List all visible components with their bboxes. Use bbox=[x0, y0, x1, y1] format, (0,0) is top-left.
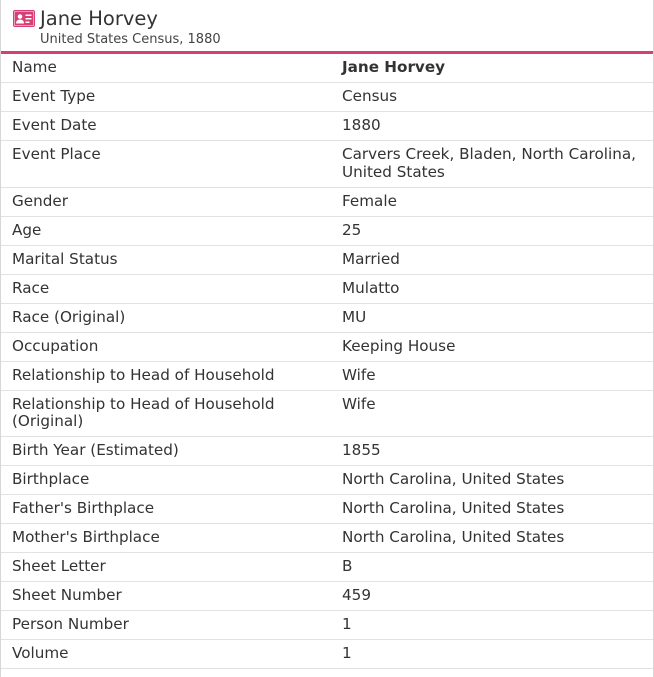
table-row bbox=[1, 274, 653, 303]
field-label: Race bbox=[1, 274, 327, 303]
person-card-icon bbox=[13, 10, 35, 27]
field-value: Keeping House bbox=[327, 332, 653, 361]
table-row bbox=[1, 437, 653, 466]
field-value: 1880 bbox=[327, 112, 653, 141]
table-row bbox=[1, 216, 653, 245]
field-value: North Carolina, United States bbox=[327, 524, 653, 553]
table-row bbox=[1, 495, 653, 524]
field-label: Occupation bbox=[1, 332, 327, 361]
field-label: Event Place bbox=[1, 141, 327, 188]
table-row bbox=[1, 332, 653, 361]
table-row bbox=[1, 582, 653, 611]
field-label: Event Date bbox=[1, 112, 327, 141]
table-row bbox=[1, 54, 653, 83]
field-value: Census bbox=[327, 83, 653, 112]
table-row bbox=[1, 112, 653, 141]
record-collection: United States Census, 1880 bbox=[40, 32, 221, 47]
field-value: 1 bbox=[327, 611, 653, 640]
field-label: Age bbox=[1, 216, 327, 245]
field-label: Race (Original) bbox=[1, 303, 327, 332]
field-value: 25 bbox=[327, 216, 653, 245]
record-details-table bbox=[1, 54, 653, 669]
field-value: MU bbox=[327, 303, 653, 332]
field-value: 1 bbox=[327, 640, 653, 669]
record-title: Jane Horvey bbox=[40, 7, 158, 30]
field-label: Name bbox=[1, 54, 327, 83]
table-row bbox=[1, 553, 653, 582]
table-row bbox=[1, 524, 653, 553]
table-row bbox=[1, 640, 653, 669]
field-value: Jane Horvey bbox=[327, 54, 653, 83]
field-value: 1855 bbox=[327, 437, 653, 466]
table-row bbox=[1, 361, 653, 390]
field-value: Wife bbox=[327, 361, 653, 390]
field-label: Relationship to Head of Household (Original) bbox=[1, 390, 327, 437]
field-label: Marital Status bbox=[1, 245, 327, 274]
field-label: Mother's Birthplace bbox=[1, 524, 327, 553]
field-value: B bbox=[327, 553, 653, 582]
table-row bbox=[1, 390, 653, 437]
table-row bbox=[1, 245, 653, 274]
record-header bbox=[1, 0, 653, 54]
table-row bbox=[1, 83, 653, 112]
table-row bbox=[1, 187, 653, 216]
field-label: Relationship to Head of Household bbox=[1, 361, 327, 390]
field-value: Mulatto bbox=[327, 274, 653, 303]
field-value: Wife bbox=[327, 390, 653, 437]
field-value: Female bbox=[327, 187, 653, 216]
table-row bbox=[1, 141, 653, 188]
field-value: North Carolina, United States bbox=[327, 466, 653, 495]
table-row bbox=[1, 303, 653, 332]
field-label: Volume bbox=[1, 640, 327, 669]
field-label: Sheet Number bbox=[1, 582, 327, 611]
field-label: Gender bbox=[1, 187, 327, 216]
field-value: Married bbox=[327, 245, 653, 274]
table-row bbox=[1, 611, 653, 640]
field-label: Person Number bbox=[1, 611, 327, 640]
field-label: Birthplace bbox=[1, 466, 327, 495]
field-value: 459 bbox=[327, 582, 653, 611]
field-label: Event Type bbox=[1, 83, 327, 112]
table-row bbox=[1, 466, 653, 495]
field-label: Sheet Letter bbox=[1, 553, 327, 582]
field-label: Father's Birthplace bbox=[1, 495, 327, 524]
field-label: Birth Year (Estimated) bbox=[1, 437, 327, 466]
field-value: Carvers Creek, Bladen, North Carolina, United States bbox=[327, 141, 653, 188]
field-value: North Carolina, United States bbox=[327, 495, 653, 524]
